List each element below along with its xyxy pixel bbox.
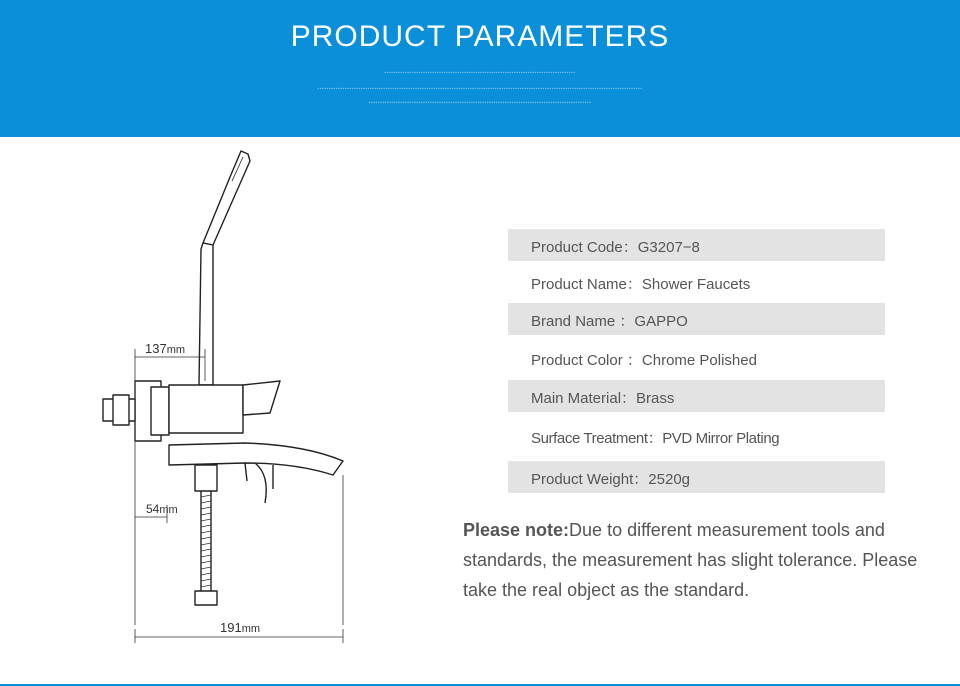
dimension-191-label: 191mm bbox=[220, 620, 261, 635]
param-value: PVD Mirror Plating bbox=[662, 430, 780, 447]
param-value: GAPPO bbox=[634, 313, 688, 330]
param-row-brand-name: Brand Name ：GAPPO bbox=[508, 303, 885, 335]
param-label: Surface Treatment bbox=[531, 430, 648, 447]
param-value: Chrome Polished bbox=[641, 352, 757, 369]
param-label: Product Name bbox=[531, 276, 627, 293]
param-value: G3207−8 bbox=[637, 239, 700, 256]
param-row-product-weight: Product Weight：2520g bbox=[508, 461, 885, 493]
faucet-dimension-drawing bbox=[95, 145, 445, 645]
page-title: PRODUCT PARAMETERS bbox=[290, 20, 670, 53]
param-row-product-color: Product Color ：Chrome Polished bbox=[531, 352, 757, 369]
param-row-product-code: Product Code：G3207−8 bbox=[508, 229, 885, 261]
param-row-main-material: Main Material：Brass bbox=[508, 380, 885, 412]
decorative-text-line: ▪▪▪▪▪▪▪▪▪▪▪▪▪▪▪▪▪▪▪▪▪▪▪▪▪▪▪▪▪▪▪▪▪▪▪▪▪▪▪▪▪▪▪▪▪▪▪▪▪▪▪▪▪▪▪▪▪▪▪▪▪▪▪▪▪▪▪▪▪▪▪▪▪▪▪▪▪▪▪▪▪▪▪▪▪▪▪▪▪▪▪▪▪▪▪▪▪▪▪▪▪▪▪▪▪▪▪▪▪▪▪▪▪▪▪▪▪▪▪▪▪▪▪▪▪▪▪▪▪▪▪▪▪▪▪▪▪▪▪▪▪▪▪ bbox=[317, 86, 643, 92]
decorative-text-line: ▪▪▪▪▪▪▪▪▪▪▪▪▪▪▪▪▪▪▪▪▪▪▪▪▪▪▪▪▪▪▪▪▪▪▪▪▪▪▪▪▪▪▪▪▪▪▪▪▪▪▪▪▪▪▪▪▪▪▪▪▪▪▪▪▪▪▪▪▪▪▪▪▪▪▪▪▪▪▪▪▪▪▪▪ bbox=[384, 70, 576, 76]
param-label: Product Color bbox=[531, 352, 623, 369]
param-row-surface-treatment: Surface Treatment：PVD Mirror Plating bbox=[531, 430, 780, 447]
param-label: Product Code bbox=[531, 239, 623, 256]
note-label: Please note: bbox=[463, 520, 570, 540]
param-value: Shower Faucets bbox=[641, 276, 751, 293]
header-banner bbox=[0, 0, 960, 137]
param-row-product-name: Product Name：Shower Faucets bbox=[531, 276, 751, 293]
measurement-note bbox=[463, 515, 933, 605]
param-label: Main Material bbox=[531, 390, 622, 407]
param-value: 2520g bbox=[648, 471, 691, 488]
dimension-54-label: 54mm bbox=[146, 502, 178, 516]
note-text: Due to different measurement tools and standards, the measurement has slight tolerance. Please take the real object as the standard. bbox=[463, 520, 918, 600]
param-label: Product Weight bbox=[531, 471, 634, 488]
dimension-137-label: 137mm bbox=[145, 341, 186, 356]
param-value: Brass bbox=[636, 390, 675, 407]
param-label: Brand Name bbox=[531, 313, 616, 330]
decorative-text-line: ▪▪▪▪▪▪▪▪▪▪▪▪▪▪▪▪▪▪▪▪▪▪▪▪▪▪▪▪▪▪▪▪▪▪▪▪▪▪▪▪▪▪▪▪▪▪▪▪▪▪▪▪▪▪▪▪▪▪▪▪▪▪▪▪▪▪▪▪▪▪▪▪▪▪▪▪▪▪▪▪▪▪▪▪▪▪▪▪▪▪▪▪▪▪▪▪▪▪ bbox=[368, 100, 592, 106]
